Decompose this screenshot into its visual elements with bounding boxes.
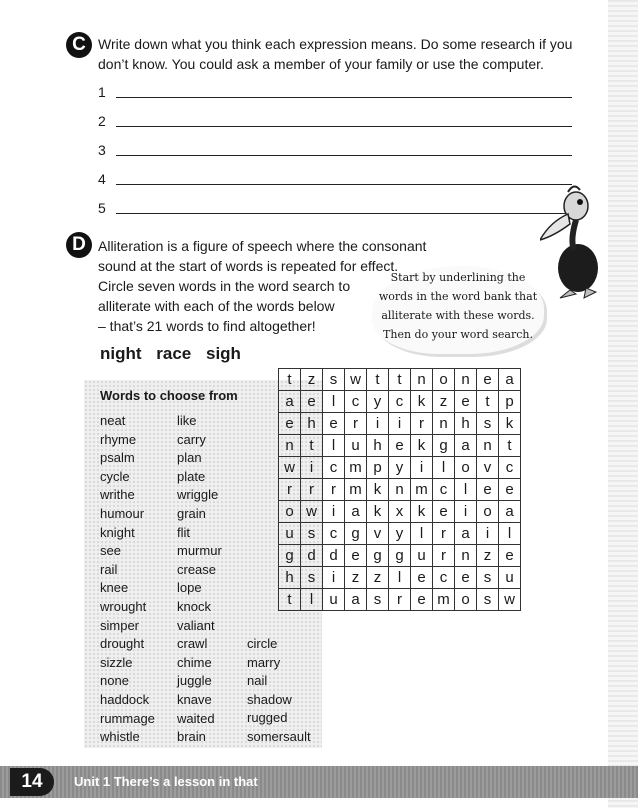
instruction-line: – that’s 21 words to find altogether! <box>98 318 316 334</box>
grid-cell[interactable]: l <box>389 567 411 589</box>
grid-cell[interactable]: l <box>455 479 477 501</box>
word-bank-item[interactable]: rhyme <box>100 431 137 447</box>
grid-row <box>279 523 521 545</box>
section-d-badge: D <box>66 232 92 258</box>
grid-cell[interactable]: r <box>323 479 345 501</box>
word-search-grid <box>278 368 521 611</box>
word-bank-item[interactable]: knock <box>177 598 211 614</box>
grid-cell[interactable]: u <box>323 589 345 611</box>
grid-cell[interactable]: g <box>279 545 301 567</box>
grid-cell[interactable]: n <box>455 545 477 567</box>
word-bank-item[interactable]: juggle <box>177 673 212 689</box>
grid-cell[interactable]: m <box>433 589 455 611</box>
grid-cell[interactable]: n <box>279 435 301 457</box>
grid-cell[interactable]: e <box>455 391 477 413</box>
line-number: 5 <box>98 200 106 216</box>
grid-cell[interactable]: u <box>499 567 521 589</box>
grid-cell[interactable]: y <box>367 391 389 413</box>
grid-cell[interactable]: l <box>411 523 433 545</box>
word-bank-item[interactable]: neat <box>100 413 126 428</box>
target-word: sigh <box>206 344 241 363</box>
grid-cell[interactable]: h <box>279 567 301 589</box>
grid-cell[interactable]: x <box>389 501 411 523</box>
grid-cell[interactable]: n <box>477 435 499 457</box>
word-bank-item[interactable]: sizzle <box>100 654 133 670</box>
target-word: night <box>100 344 142 363</box>
grid-row <box>279 413 521 435</box>
grid-cell[interactable]: l <box>323 435 345 457</box>
grid-cell[interactable]: r <box>345 413 367 435</box>
grid-cell[interactable]: i <box>323 501 345 523</box>
write-line <box>116 97 572 98</box>
word-bank-item[interactable]: like <box>177 413 197 428</box>
grid-cell[interactable]: n <box>411 369 433 391</box>
word-bank-item[interactable]: grain <box>177 505 206 521</box>
grid-cell[interactable]: d <box>323 545 345 567</box>
page-footer <box>0 766 638 798</box>
grid-cell[interactable]: p <box>367 457 389 479</box>
word-bank-item[interactable]: plate <box>177 468 206 484</box>
grid-cell[interactable]: r <box>301 479 323 501</box>
grid-cell[interactable]: v <box>477 457 499 479</box>
grid-cell[interactable]: k <box>367 501 389 523</box>
grid-cell[interactable]: g <box>367 545 389 567</box>
word-bank-column-1 <box>100 412 155 747</box>
grid-cell[interactable]: o <box>279 501 301 523</box>
hint-line: words in the word bank that <box>378 290 538 303</box>
grid-row <box>279 589 521 611</box>
grid-cell[interactable]: s <box>301 523 323 545</box>
grid-row <box>279 567 521 589</box>
word-bank-item[interactable]: drought <box>100 636 145 652</box>
grid-cell[interactable]: s <box>367 589 389 611</box>
instruction-line: Circle seven words in the word search to <box>98 278 351 294</box>
instruction-line: alliterate with each of the words below <box>98 298 335 314</box>
grid-cell[interactable]: c <box>323 457 345 479</box>
grid-cell[interactable]: s <box>477 413 499 435</box>
grid-row <box>279 391 521 413</box>
grid-cell[interactable]: a <box>499 369 521 391</box>
page-number: 14 <box>10 768 54 796</box>
grid-cell[interactable]: a <box>455 523 477 545</box>
word-bank-item[interactable]: knave <box>177 691 212 707</box>
grid-cell[interactable]: c <box>323 523 345 545</box>
instruction-line: Write down what you think each expression means. Do some research if you <box>98 36 573 52</box>
grid-cell[interactable]: a <box>345 501 367 523</box>
word-bank-item[interactable]: crease <box>177 561 217 577</box>
grid-cell[interactable]: e <box>389 435 411 457</box>
word-bank-item[interactable]: rummage <box>100 710 155 726</box>
grid-cell[interactable]: i <box>367 413 389 435</box>
grid-cell[interactable]: k <box>499 413 521 435</box>
instruction-line: Alliteration is a figure of speech where the consonant <box>98 238 427 254</box>
word-bank-item[interactable]: valiant <box>177 617 215 633</box>
grid-cell[interactable]: s <box>301 567 323 589</box>
section-c-badge: C <box>66 32 92 58</box>
grid-cell[interactable]: h <box>367 435 389 457</box>
grid-row <box>279 479 521 501</box>
line-number: 3 <box>98 142 106 158</box>
write-line <box>116 155 572 156</box>
grid-cell[interactable]: m <box>345 479 367 501</box>
grid-row <box>279 435 521 457</box>
grid-cell[interactable]: w <box>301 501 323 523</box>
grid-cell[interactable]: a <box>279 391 301 413</box>
grid-cell[interactable]: s <box>477 567 499 589</box>
word-bank-item[interactable]: psalm <box>100 450 135 466</box>
grid-cell[interactable]: e <box>455 567 477 589</box>
target-words <box>100 344 241 364</box>
grid-cell[interactable]: w <box>499 589 521 611</box>
grid-cell[interactable]: i <box>301 457 323 479</box>
word-bank-item[interactable]: knight <box>100 524 135 540</box>
word-bank-item[interactable]: carry <box>177 431 206 447</box>
grid-cell[interactable]: y <box>389 457 411 479</box>
grid-row <box>279 501 521 523</box>
word-bank-item[interactable]: shadow <box>247 691 292 707</box>
grid-cell[interactable]: m <box>345 457 367 479</box>
grid-cell[interactable]: h <box>455 413 477 435</box>
grid-cell[interactable]: g <box>345 523 367 545</box>
grid-cell[interactable]: e <box>301 391 323 413</box>
line-number: 4 <box>98 171 106 187</box>
grid-row <box>279 545 521 567</box>
duck-icon <box>540 180 606 300</box>
grid-cell[interactable]: k <box>411 435 433 457</box>
section-c-instruction <box>98 34 572 74</box>
hint-line: alliterate with these words. <box>381 309 535 322</box>
instruction-line: don’t know. You could ask a member of your family or use the computer. <box>98 56 544 72</box>
word-bank-item[interactable]: haddock <box>100 691 150 707</box>
grid-cell[interactable]: u <box>411 545 433 567</box>
grid-cell[interactable]: a <box>455 435 477 457</box>
grid-cell[interactable]: o <box>477 501 499 523</box>
grid-cell[interactable]: g <box>389 545 411 567</box>
grid-cell[interactable]: c <box>433 479 455 501</box>
word-bank-item[interactable]: rail <box>100 561 118 577</box>
grid-cell[interactable]: i <box>411 457 433 479</box>
hint-line: Then do your word search. <box>383 328 533 341</box>
word-bank-item[interactable]: cycle <box>100 468 130 484</box>
word-bank-item[interactable]: whistle <box>100 729 140 745</box>
word-bank-item[interactable]: none <box>100 673 129 689</box>
unit-title: Unit 1 There’s a lesson in that <box>74 774 258 789</box>
grid-cell[interactable]: e <box>477 369 499 391</box>
grid-cell[interactable]: t <box>367 369 389 391</box>
word-bank-item[interactable]: nail <box>247 673 268 689</box>
word-bank-title: Words to choose from <box>100 388 238 403</box>
grid-cell[interactable]: t <box>389 369 411 391</box>
word-bank-item[interactable]: waited <box>177 710 215 726</box>
grid-cell[interactable]: e <box>345 545 367 567</box>
grid-cell[interactable]: k <box>367 479 389 501</box>
word-bank-item[interactable]: crawl <box>177 636 208 652</box>
grid-cell[interactable]: e <box>433 501 455 523</box>
write-line <box>116 213 572 214</box>
grid-cell[interactable]: u <box>345 435 367 457</box>
word-bank-item[interactable]: humour <box>100 505 145 521</box>
grid-cell[interactable]: w <box>279 457 301 479</box>
grid-cell[interactable]: e <box>477 479 499 501</box>
grid-cell[interactable]: i <box>455 501 477 523</box>
grid-cell[interactable]: l <box>499 523 521 545</box>
grid-row <box>279 369 521 391</box>
word-bank-item[interactable]: murmur <box>177 543 222 559</box>
grid-cell[interactable]: e <box>499 479 521 501</box>
grid-cell[interactable]: a <box>499 501 521 523</box>
grid-cell[interactable]: n <box>433 413 455 435</box>
word-bank-item[interactable]: simper <box>100 617 140 633</box>
grid-cell[interactable]: l <box>301 589 323 611</box>
grid-cell[interactable]: z <box>433 391 455 413</box>
grid-cell[interactable]: o <box>455 589 477 611</box>
word-bank-item[interactable]: see <box>100 543 121 559</box>
grid-cell[interactable]: n <box>389 479 411 501</box>
grid-cell[interactable]: e <box>411 589 433 611</box>
grid-cell[interactable]: t <box>279 589 301 611</box>
grid-cell[interactable]: r <box>279 479 301 501</box>
page-edge-shadow <box>608 0 638 808</box>
grid-cell[interactable]: o <box>433 369 455 391</box>
word-bank-item[interactable]: knee <box>100 580 129 596</box>
grid-cell[interactable]: z <box>367 567 389 589</box>
grid-cell[interactable]: t <box>499 435 521 457</box>
word-bank-item[interactable]: somersault <box>247 728 311 744</box>
grid-cell[interactable]: c <box>345 391 367 413</box>
grid-cell[interactable]: c <box>499 457 521 479</box>
grid-cell[interactable]: z <box>345 567 367 589</box>
line-number: 2 <box>98 113 106 129</box>
grid-cell[interactable]: a <box>345 589 367 611</box>
grid-cell[interactable]: n <box>455 369 477 391</box>
grid-cell[interactable]: t <box>279 369 301 391</box>
grid-cell[interactable]: z <box>477 545 499 567</box>
word-bank-item[interactable]: circle <box>247 636 278 651</box>
grid-cell[interactable]: c <box>389 391 411 413</box>
grid-cell[interactable]: i <box>477 523 499 545</box>
hint-line: Start by underlining the <box>390 271 526 284</box>
word-bank-item[interactable]: marry <box>247 654 281 670</box>
word-bank-item[interactable]: chime <box>177 654 212 670</box>
word-bank-item[interactable]: lope <box>177 580 202 596</box>
word-bank-item[interactable]: rugged <box>247 710 288 726</box>
grid-cell[interactable]: l <box>433 457 455 479</box>
word-bank-column-3 <box>247 635 311 747</box>
word-bank-item[interactable]: flit <box>177 524 190 540</box>
grid-cell[interactable]: e <box>411 567 433 589</box>
grid-cell[interactable]: u <box>279 523 301 545</box>
grid-cell[interactable]: k <box>411 501 433 523</box>
grid-cell[interactable]: i <box>323 567 345 589</box>
grid-cell[interactable]: e <box>279 413 301 435</box>
grid-cell[interactable]: p <box>499 391 521 413</box>
grid-cell[interactable]: r <box>433 545 455 567</box>
line-number: 1 <box>98 84 106 100</box>
grid-cell[interactable]: e <box>499 545 521 567</box>
hint-bubble <box>372 266 544 354</box>
grid-cell[interactable]: z <box>301 369 323 391</box>
word-bank-item[interactable]: writhe <box>100 487 135 503</box>
grid-cell[interactable]: o <box>455 457 477 479</box>
target-word: race <box>156 344 192 363</box>
grid-cell[interactable]: d <box>301 545 323 567</box>
grid-cell[interactable]: r <box>411 413 433 435</box>
word-bank-item[interactable]: plan <box>177 450 202 466</box>
grid-cell[interactable]: r <box>433 523 455 545</box>
grid-cell[interactable]: v <box>367 523 389 545</box>
grid-cell[interactable]: l <box>323 391 345 413</box>
grid-cell[interactable]: s <box>323 369 345 391</box>
grid-cell[interactable]: r <box>389 589 411 611</box>
grid-cell[interactable]: e <box>323 413 345 435</box>
word-bank-column-2 <box>177 412 222 747</box>
grid-cell[interactable]: k <box>411 391 433 413</box>
grid-cell[interactable]: s <box>477 589 499 611</box>
grid-cell[interactable]: t <box>477 391 499 413</box>
instruction-line: sound at the start of words is repeated for effect. <box>98 258 399 274</box>
grid-cell[interactable]: g <box>433 435 455 457</box>
word-bank-item[interactable]: wriggle <box>177 487 219 503</box>
grid-cell[interactable]: y <box>389 523 411 545</box>
word-bank-item[interactable]: brain <box>177 729 206 745</box>
grid-cell[interactable]: i <box>389 413 411 435</box>
write-line <box>116 126 572 127</box>
grid-cell[interactable]: c <box>433 567 455 589</box>
grid-row <box>279 457 521 479</box>
grid-cell[interactable]: h <box>301 413 323 435</box>
grid-cell[interactable]: m <box>411 479 433 501</box>
grid-cell[interactable]: w <box>345 369 367 391</box>
word-bank-item[interactable]: wrought <box>100 598 147 614</box>
write-line <box>116 184 572 185</box>
grid-cell[interactable]: t <box>301 435 323 457</box>
